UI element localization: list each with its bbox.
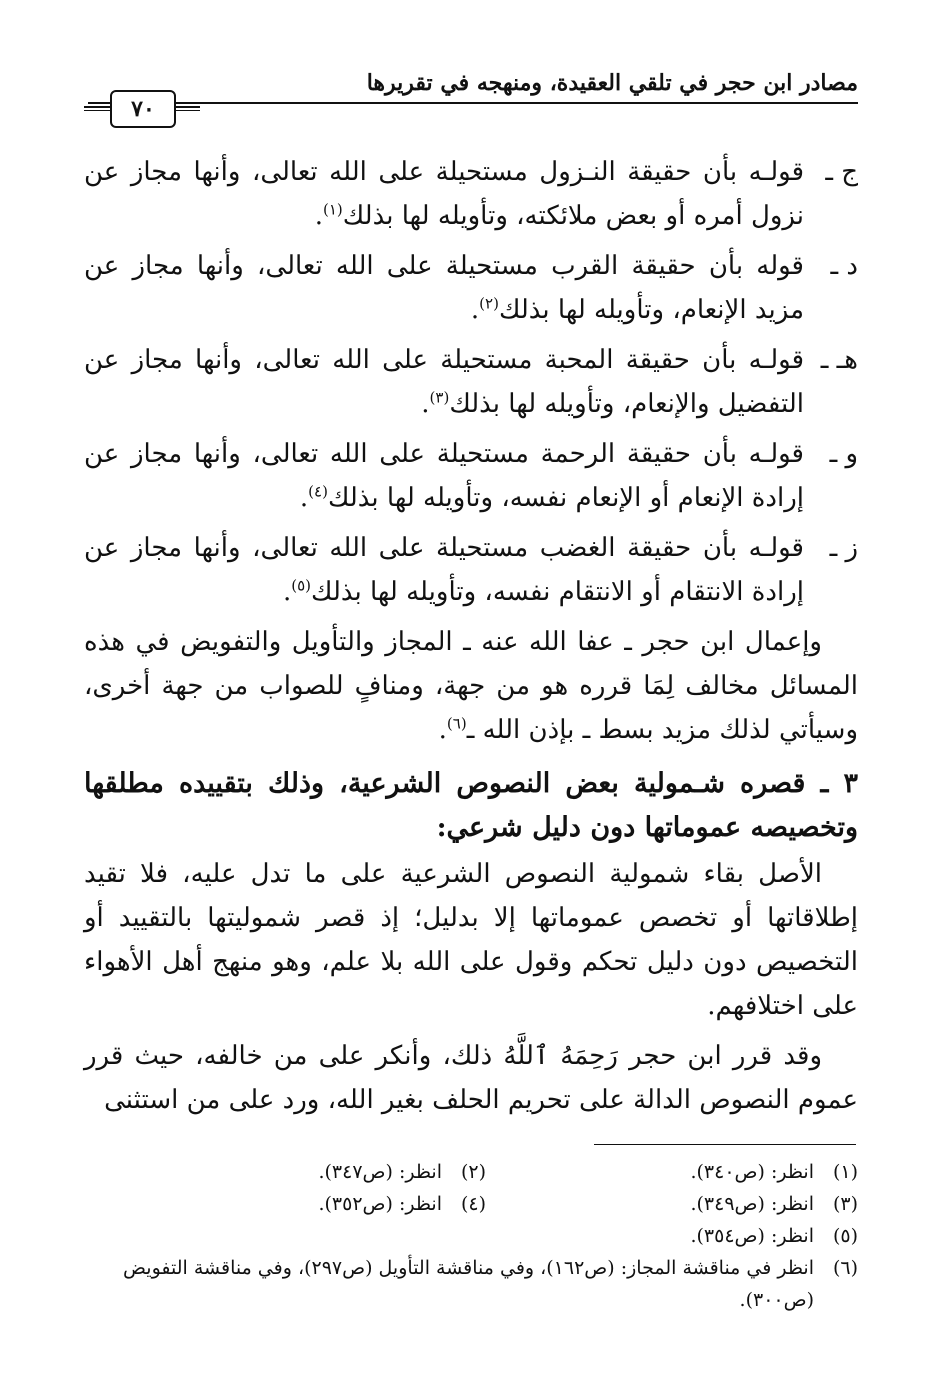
- list-item: ز ـ قولـه بأن حقيقة الغضب مستحيلة على الله تعالى، وأنها مجاز عن إرادة الانتقام أو الانتقام نفسه، وتأويله لها بذلك$^{(٥)}$.: [84, 526, 858, 614]
- footnote-ref: (٢): [479, 294, 499, 313]
- item-label: ز ـ: [829, 533, 858, 563]
- footnote-ref: (٦): [446, 714, 467, 733]
- footnote: (٥) انظر: (ص٣٥٤).: [690, 1225, 858, 1247]
- footnote: (١) انظر: (ص٣٤٠).: [690, 1161, 858, 1183]
- section-heading: ٣ ـ قصره شـمولية بعض النصوص الشرعية، وذلك بتقييده مطلقها وتخصيصه عموماتها دون دليل شرعي:: [84, 768, 858, 843]
- paragraph: وقد قرر ابن حجر رَحِمَهُ ٱللَّهُ ذلك، وأنكر على من خالفه، حيث قرر عموم النصوص الدالة على تحريم الحلف بغير الله، ورد على من استثنى: [84, 1041, 858, 1115]
- footnote-ref: (٤): [308, 482, 328, 501]
- footnote: (٦) انظر في مناقشة المجاز: (ص١٦٢)، وفي مناقشة التأويل (ص٢٩٧)، وفي مناقشة التفويض (ص٣٠٠).: [123, 1257, 858, 1311]
- running-title: مصادر ابن حجر في تلقي العقيدة، ومنهجه في تقريرها: [366, 70, 858, 96]
- footnote-ref: (٣): [429, 388, 450, 407]
- footnote-ref: (١): [322, 200, 343, 219]
- footnote: (٤) انظر: (ص٣٥٢).: [318, 1193, 486, 1215]
- main-text: [84, 150, 858, 1128]
- page-header: [84, 64, 858, 136]
- item-label: د ـ: [830, 251, 858, 281]
- item-text: قولـه بأن حقيقة النـزول مستحيلة على الله تعالى، وأنها مجاز عن نزول أمره أو بعض ملائكته، وتأويله لها بذلك: [84, 157, 804, 231]
- paragraph: الأصل بقاء شمولية النصوص الشرعية على ما تدل عليه، فلا تقيد إطلاقاتها أو تخصص عموماتها إلا بدليل؛ إذ قصر شموليتها بالتقييد أو التخصيص دون دليل تحكم وقول على الله بلا علم، وهو منهج أهل الأهواء على اختلافهم.: [84, 859, 858, 1021]
- item-label: و ـ: [829, 439, 858, 469]
- item-text: قوله بأن حقيقة القرب مستحيلة على الله تعالى، وأنها مجاز عن مزيد الإنعام، وتأويله لها بذلك: [84, 251, 804, 325]
- footnote-separator: [594, 1144, 856, 1145]
- footnotes: [84, 1156, 858, 1316]
- list-item: ج ـ قولـه بأن حقيقة النـزول مستحيلة على الله تعالى، وأنها مجاز عن نزول أمره أو بعض ملائكته، وتأويله لها بذلك$^{(١)}$.: [84, 150, 858, 238]
- page-number: ٧٠: [110, 90, 176, 128]
- footnote-ref: (٥): [291, 576, 312, 595]
- footnote: (٣) انظر: (ص٣٤٩).: [690, 1193, 858, 1215]
- item-label: ج ـ: [825, 157, 858, 187]
- item-label: هـ ـ: [820, 345, 858, 375]
- header-rule: [88, 102, 858, 104]
- item-text: قولـه بأن حقيقة الغضب مستحيلة على الله تعالى، وأنها مجاز عن إرادة الانتقام أو الانتقام نفسه، وتأويله لها بذلك: [84, 533, 804, 607]
- list-item: د ـ قوله بأن حقيقة القرب مستحيلة على الله تعالى، وأنها مجاز عن مزيد الإنعام، وتأويله لها بذلك$^{(٢)}$.: [84, 244, 858, 332]
- footnote: (٢) انظر: (ص٣٤٧).: [318, 1161, 486, 1183]
- list-item: هـ ـ قولـه بأن حقيقة المحبة مستحيلة على الله تعالى، وأنها مجاز عن التفضيل والإنعام، وتأويله لها بذلك$^{(٣)}$.: [84, 338, 858, 426]
- item-text: قولـه بأن حقيقة المحبة مستحيلة على الله تعالى، وأنها مجاز عن التفضيل والإنعام، وتأويله لها بذلك: [84, 345, 804, 419]
- list-item: و ـ قولـه بأن حقيقة الرحمة مستحيلة على الله تعالى، وأنها مجاز عن إرادة الإنعام أو الإنعام نفسه، وتأويله لها بذلك$^{(٤)}$.: [84, 432, 858, 520]
- paragraph: وإعمال ابن حجر ـ عفا الله عنه ـ المجاز والتأويل والتفويض في هذه المسائل مخالف لِمَا قرره هو من جهة، ومنافٍ للصواب من جهة أخرى، وسيأتي لذلك مزيد بسط ـ بإذن الله ـ$^{(٦)}$.: [84, 627, 858, 745]
- item-text: قولـه بأن حقيقة الرحمة مستحيلة على الله تعالى، وأنها مجاز عن إرادة الإنعام أو الإنعام نفسه، وتأويله لها بذلك: [84, 439, 804, 513]
- page-number-ornament: [84, 88, 200, 128]
